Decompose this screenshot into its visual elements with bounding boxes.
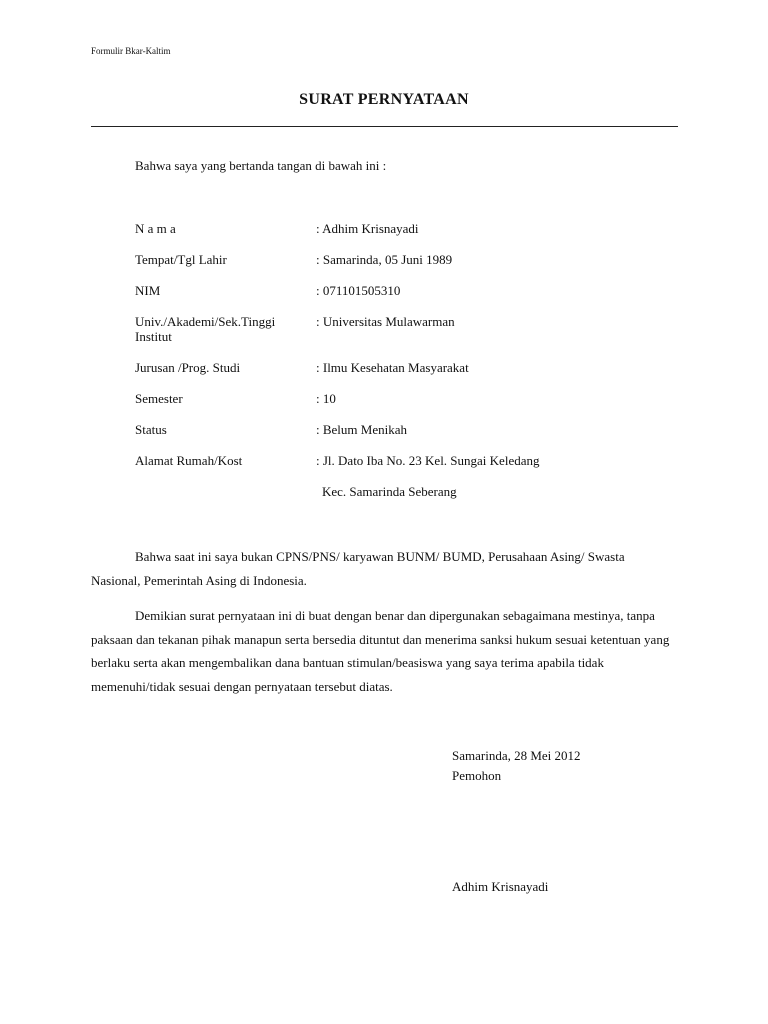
page-title: SURAT PERNYATAAN — [299, 91, 469, 108]
field-label: Semester — [135, 391, 183, 406]
field-value: : 10 — [316, 391, 336, 406]
signature-role: Pemohon — [452, 768, 502, 783]
field-label: Tempat/Tgl Lahir — [135, 252, 227, 267]
field-value: : Samarinda, 05 Juni 1989 — [316, 252, 453, 267]
field-value: : Adhim Krisnayadi — [316, 221, 419, 236]
title-divider — [91, 126, 678, 127]
field-label: N a m a — [135, 221, 176, 236]
field-label: Jurusan /Prog. Studi — [135, 360, 241, 375]
field-value: : Jl. Dato Iba No. 23 Kel. Sungai Keledang — [316, 453, 540, 468]
field-label: Status — [135, 422, 167, 437]
closing-paragraph: Demikian surat pernyataan ini di buat dengan benar dan dipergunakan sebagaimana mestinya, tanpa paksaan dan tekanan pihak manapun serta bersedia dituntut dan menerima sanksi hukum sesuai ketentuan yang berlaku serta akan mengembalikan dana bantuan stimulan/beasiswa yang saya terima apabila tidak memenuhi/tidak sesuai dengan pernyataan tersebut diatas. — [91, 608, 670, 694]
field-value: : Ilmu Kesehatan Masyarakat — [316, 360, 469, 375]
field-value: : Universitas Mulawarman — [316, 314, 455, 329]
intro-text: Bahwa saya yang bertanda tangan di bawah ini : — [135, 158, 387, 173]
field-label: NIM — [135, 283, 161, 298]
field-label: Univ./Akademi/Sek.Tinggi Institut — [135, 314, 276, 344]
field-value: : 071101505310 — [316, 283, 401, 298]
field-label: Alamat Rumah/Kost — [135, 453, 243, 468]
field-value: : Belum Menikah — [316, 422, 407, 437]
signature-name: Adhim Krisnayadi — [452, 879, 549, 894]
address-line-2: Kec. Samarinda Seberang — [322, 484, 457, 499]
statement-paragraph: Bahwa saat ini saya bukan CPNS/PNS/ karyawan BUNM/ BUMD, Perusahaan Asing/ Swasta Nasional, Pemerintah Asing di Indonesia. — [91, 549, 625, 588]
form-header-label: Formulir Bkar-Kaltim — [91, 46, 171, 56]
signature-place-date: Samarinda, 28 Mei 2012 — [452, 748, 581, 763]
